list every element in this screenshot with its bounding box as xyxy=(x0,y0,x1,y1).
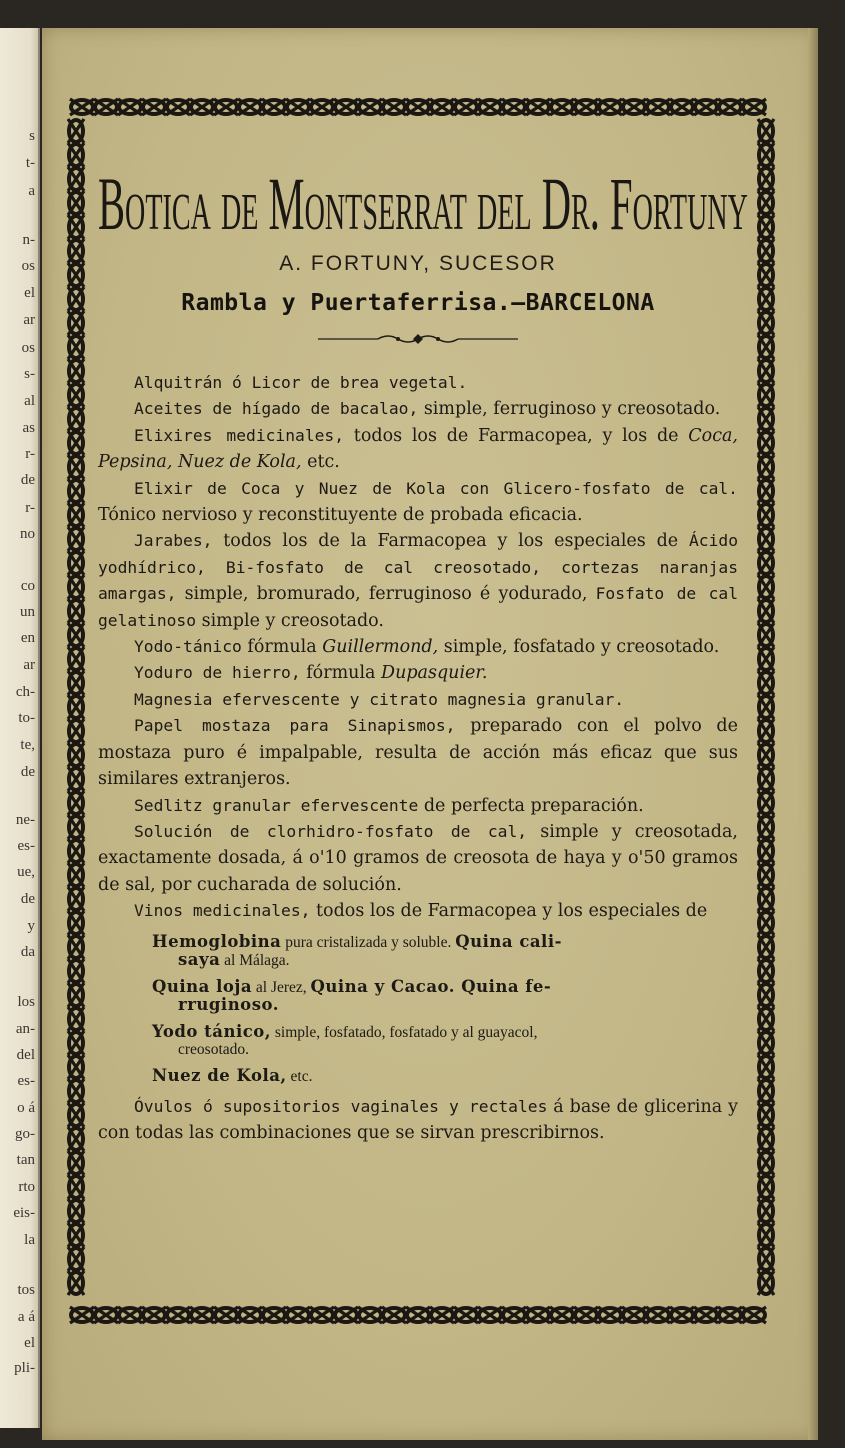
chain-link xyxy=(310,1307,334,1323)
chain-link xyxy=(478,99,502,115)
product-entry xyxy=(98,819,738,898)
wine-continuation xyxy=(152,996,692,1014)
document-page xyxy=(42,28,818,1440)
adjacent-text-fragment: o á xyxy=(17,1100,35,1116)
chain-link xyxy=(646,99,670,115)
product-name: Elixir de Coca y Nuez de Kola con Glicero-fosfato de cal. xyxy=(134,478,738,498)
product-entry xyxy=(98,898,738,924)
wine-continuation xyxy=(152,951,692,969)
wine-item xyxy=(152,1023,692,1058)
chain-link xyxy=(454,99,478,115)
product-name: Elixires medicinales, xyxy=(134,425,345,445)
adjacent-text-fragment: s- xyxy=(24,366,35,382)
adjacent-text-fragment: de xyxy=(20,891,35,907)
chain-link xyxy=(68,1247,84,1271)
chain-link xyxy=(68,1007,84,1031)
chain-link xyxy=(190,1307,214,1323)
chain-link xyxy=(670,1307,694,1323)
adjacent-text-fragment: a á xyxy=(17,1309,35,1325)
chain-link xyxy=(68,695,84,719)
adjacent-text-fragment: ne- xyxy=(15,812,35,828)
chain-link xyxy=(142,99,166,115)
chain-link xyxy=(68,1175,84,1199)
adjacent-text-fragment: to- xyxy=(18,710,35,726)
chain-link xyxy=(68,935,84,959)
chain-link xyxy=(68,1079,84,1103)
chain-link xyxy=(68,215,84,239)
chain-link xyxy=(68,791,84,815)
product-name: Magnesia efervescente y citrato magnesia granular. xyxy=(134,689,625,709)
adjacent-text-fragment: an- xyxy=(15,1021,35,1037)
chain-link xyxy=(742,99,766,115)
chain-link xyxy=(550,99,574,115)
product-formula: Coca, Pepsina, Nuez de Kola, xyxy=(98,425,738,473)
chain-link xyxy=(454,1307,478,1323)
chain-link xyxy=(68,551,84,575)
product-formula: Dupasquier. xyxy=(381,663,488,684)
chain-link xyxy=(142,1307,166,1323)
adjacent-text-fragment: os xyxy=(21,340,35,356)
adjacent-text-fragment: go- xyxy=(15,1126,35,1142)
product-description: de perfecta preparación. xyxy=(418,795,644,816)
chain-link xyxy=(68,623,84,647)
adjacent-text-fragment: r- xyxy=(25,446,35,462)
adjacent-text-fragment: n- xyxy=(22,232,35,248)
chain-link xyxy=(68,1031,84,1055)
chain-link xyxy=(238,99,262,115)
chain-link xyxy=(358,1307,382,1323)
chain-link xyxy=(430,99,454,115)
chain-link xyxy=(718,99,742,115)
chain-link xyxy=(68,911,84,935)
chain-link xyxy=(68,767,84,791)
product-entry xyxy=(98,660,738,686)
wine-description: pura cristalizada y soluble. xyxy=(281,933,456,951)
product-description: Tónico nervioso y reconstituyente de probada eficacia. xyxy=(98,505,583,526)
chain-link xyxy=(68,119,84,143)
product-name: Vinos medicinales, xyxy=(134,901,311,921)
chain-link xyxy=(68,191,84,215)
chain-link xyxy=(478,1307,502,1323)
chain-link xyxy=(166,99,190,115)
adjacent-text-fragment: del xyxy=(16,1047,35,1063)
wine-description: al Málaga. xyxy=(220,951,290,969)
product-name: Jarabes, xyxy=(134,531,213,551)
product-description: preparado con el polvo de mostaza puro é impalpable, resulta de acción más eficaz que sus similares extranjeros. xyxy=(98,716,738,790)
adjacent-text-fragment: de xyxy=(20,764,35,780)
product-name: Papel mostaza para Sinapismos, xyxy=(134,716,456,736)
chain-link xyxy=(758,311,774,335)
adjacent-text-fragment: un xyxy=(20,604,35,620)
product-description: fórmula xyxy=(241,637,323,658)
chain-link xyxy=(526,99,550,115)
chain-link xyxy=(758,527,774,551)
chain-link xyxy=(670,99,694,115)
chain-link xyxy=(758,503,774,527)
ornamental-rule xyxy=(318,330,518,348)
chain-link xyxy=(758,215,774,239)
chain-link xyxy=(758,1271,774,1295)
chain-link xyxy=(758,119,774,143)
chain-link xyxy=(758,719,774,743)
chain-link xyxy=(68,455,84,479)
adjacent-text-fragment: el xyxy=(24,285,35,301)
product-list xyxy=(98,370,738,1146)
successor-line: A. FORTUNY, SUCESOR xyxy=(279,252,557,275)
chain-link xyxy=(68,719,84,743)
pharmacy-title: Botica de Montserrat del Dr. Fortuny xyxy=(98,163,748,247)
chain-link xyxy=(68,575,84,599)
chain-link xyxy=(758,767,774,791)
adjacent-text-fragment: tan xyxy=(16,1152,35,1168)
adjacent-text-fragment: da xyxy=(20,944,35,960)
product-description: simple, bromurado, ferruginoso é yodurado, xyxy=(176,584,596,605)
adjacent-text-fragment: ar xyxy=(23,312,35,328)
adjacent-page-edge xyxy=(0,28,40,1428)
chain-link xyxy=(718,1307,742,1323)
chain-link xyxy=(68,1199,84,1223)
chain-link xyxy=(68,815,84,839)
product-entry xyxy=(98,793,738,819)
chain-link xyxy=(598,1307,622,1323)
wine-name: Nuez de Kola, xyxy=(152,1065,287,1085)
chain-link xyxy=(646,1307,670,1323)
chain-link xyxy=(758,335,774,359)
chain-link xyxy=(118,99,142,115)
product-entry xyxy=(98,476,738,529)
wine-name: Quina loja xyxy=(152,976,253,996)
product-description: todos los de Farmacopea, y los de xyxy=(344,425,689,446)
chain-link xyxy=(382,99,406,115)
chain-link xyxy=(758,167,774,191)
chain-link xyxy=(68,671,84,695)
chain-link xyxy=(430,1307,454,1323)
chain-link xyxy=(758,383,774,407)
wine-description: etc. xyxy=(286,1067,313,1085)
chain-link xyxy=(68,983,84,1007)
chain-link xyxy=(758,959,774,983)
chain-link xyxy=(238,1307,262,1323)
chain-link xyxy=(68,1055,84,1079)
adjacent-text-fragment: los xyxy=(17,994,35,1010)
adjacent-text-fragment: os xyxy=(21,258,35,274)
wine-continuation xyxy=(152,1041,692,1058)
chain-link xyxy=(334,99,358,115)
chain-link xyxy=(70,99,94,115)
adjacent-text-fragment: r- xyxy=(25,500,35,516)
chain-link xyxy=(758,1007,774,1031)
product-name: Yoduro de hierro, xyxy=(134,663,301,683)
adjacent-text-fragment: eis- xyxy=(13,1205,35,1221)
wine-description: simple, fosfatado, fosfatado y al guayacol, xyxy=(271,1023,538,1041)
chain-link xyxy=(382,1307,406,1323)
chain-link xyxy=(68,287,84,311)
chain-link xyxy=(758,407,774,431)
chain-link xyxy=(758,359,774,383)
product-description: todos los de Farmacopea y los especiales de xyxy=(310,901,708,922)
chain-link xyxy=(68,383,84,407)
chain-link xyxy=(758,575,774,599)
chain-link xyxy=(68,431,84,455)
product-entry xyxy=(98,687,738,713)
product-entry xyxy=(98,370,738,396)
product-description: simple, ferruginoso y creosotado. xyxy=(418,399,721,420)
chain-link xyxy=(68,959,84,983)
chain-link xyxy=(68,1271,84,1295)
adjacent-text-fragment: y xyxy=(27,918,35,934)
chain-link xyxy=(758,455,774,479)
adjacent-text-fragment: ue, xyxy=(17,864,35,880)
chain-link xyxy=(758,1247,774,1271)
chain-link xyxy=(758,431,774,455)
product-name: Aceites de hígado de bacalao, xyxy=(134,399,419,419)
chain-link xyxy=(68,143,84,167)
chain-link xyxy=(68,1127,84,1151)
chain-link xyxy=(758,1103,774,1127)
chain-link xyxy=(68,1151,84,1175)
wine-name: Yodo tánico, xyxy=(152,1021,272,1041)
chain-link xyxy=(68,647,84,671)
chain-link xyxy=(574,1307,598,1323)
chain-link xyxy=(758,935,774,959)
chain-link xyxy=(68,743,84,767)
chain-link xyxy=(598,99,622,115)
chain-link xyxy=(694,99,718,115)
chain-link xyxy=(214,1307,238,1323)
chain-link xyxy=(758,263,774,287)
chain-link xyxy=(502,1307,526,1323)
chain-link xyxy=(68,503,84,527)
product-entry xyxy=(98,634,738,660)
product-name: Yodo-tánico xyxy=(134,637,242,657)
chain-link xyxy=(758,1175,774,1199)
adjacent-text-fragment: as xyxy=(22,420,35,436)
chain-link xyxy=(68,239,84,263)
product-description: todos los de la Farmacopea y los especiales de xyxy=(212,531,689,552)
chain-link xyxy=(334,1307,358,1323)
chain-link xyxy=(68,263,84,287)
chain-link xyxy=(262,1307,286,1323)
product-name: Alquitrán ó Licor de brea vegetal. xyxy=(134,373,468,392)
adjacent-text-fragment: ar xyxy=(23,657,35,673)
product-description: á base de glicerina y con todas las combinaciones que se sirvan prescribirnos. xyxy=(98,1096,738,1143)
product-description: fórmula xyxy=(300,663,382,684)
wine-description: al Jerez, xyxy=(252,978,311,996)
advertisement-body xyxy=(98,163,748,1146)
chain-link xyxy=(68,527,84,551)
adjacent-text-fragment: el xyxy=(24,1335,35,1351)
chain-link xyxy=(758,863,774,887)
chain-link xyxy=(694,1307,718,1323)
adjacent-text-fragment: es- xyxy=(17,838,35,854)
chain-link xyxy=(68,479,84,503)
chain-link xyxy=(68,599,84,623)
product-name: Óvulos ó supositorios vaginales y rectales xyxy=(134,1096,548,1116)
chain-link xyxy=(68,311,84,335)
chain-link xyxy=(68,359,84,383)
address-line: Rambla y Puertaferrisa.—BARCELONA xyxy=(181,290,655,316)
adjacent-text-fragment: tos xyxy=(17,1282,35,1298)
chain-link xyxy=(622,1307,646,1323)
product-entry xyxy=(98,528,738,634)
adjacent-text-fragment: al xyxy=(24,393,35,409)
adjacent-text-fragment: co xyxy=(20,578,35,594)
chain-link xyxy=(310,99,334,115)
chain-link xyxy=(758,1151,774,1175)
wine-name: saya xyxy=(178,949,221,969)
product-entry xyxy=(98,1094,738,1147)
chain-link xyxy=(758,1031,774,1055)
adjacent-text-fragment: a xyxy=(28,183,35,199)
chain-link xyxy=(758,287,774,311)
adjacent-text-fragment: no xyxy=(20,526,35,542)
chain-link xyxy=(758,647,774,671)
product-entry xyxy=(98,713,738,792)
chain-link xyxy=(406,99,430,115)
chain-link xyxy=(68,1223,84,1247)
product-formula: Guillermond, xyxy=(322,637,439,658)
product-entry xyxy=(98,396,738,422)
medicinal-wines-list xyxy=(152,933,692,1085)
chain-link xyxy=(166,1307,190,1323)
adjacent-text-fragment: pli- xyxy=(14,1360,35,1376)
adjacent-text-fragment: ch- xyxy=(15,684,35,700)
chain-link xyxy=(758,695,774,719)
adjacent-text-fragment: s xyxy=(29,128,35,144)
chain-link xyxy=(758,887,774,911)
chain-link xyxy=(622,99,646,115)
wine-item xyxy=(152,933,692,969)
chain-link xyxy=(758,239,774,263)
wine-item xyxy=(152,1067,692,1085)
chain-link xyxy=(118,1307,142,1323)
adjacent-text-fragment: t- xyxy=(25,155,35,171)
adjacent-text-fragment: rto xyxy=(18,1179,35,1195)
chain-link xyxy=(286,99,310,115)
chain-link xyxy=(758,623,774,647)
wine-description: creosotado. xyxy=(178,1040,250,1058)
chain-link xyxy=(758,1223,774,1247)
chain-link xyxy=(758,143,774,167)
wine-name: Quina cali- xyxy=(455,931,562,951)
chain-link xyxy=(758,191,774,215)
chain-link xyxy=(68,887,84,911)
chain-link xyxy=(68,335,84,359)
adjacent-text-fragment: la xyxy=(24,1232,35,1248)
chain-link xyxy=(526,1307,550,1323)
chain-link xyxy=(214,99,238,115)
product-name: Solución de clorhidro-fosfato de cal, xyxy=(134,821,528,841)
product-description: etc. xyxy=(301,452,340,473)
product-name: Sedlitz granular efervescente xyxy=(134,795,419,815)
adjacent-text-fragment: te, xyxy=(20,737,35,753)
chain-link xyxy=(358,99,382,115)
wine-name: Quina y Cacao. Quina fe- xyxy=(310,976,552,996)
chain-link xyxy=(758,551,774,575)
chain-link xyxy=(68,407,84,431)
adjacent-text-fragment: es- xyxy=(17,1073,35,1089)
chain-link xyxy=(758,1055,774,1079)
chain-link xyxy=(94,99,118,115)
chain-link xyxy=(502,99,526,115)
wine-name: rruginoso. xyxy=(178,994,279,1014)
chain-link xyxy=(758,671,774,695)
chain-link xyxy=(70,1307,94,1323)
chain-link xyxy=(262,99,286,115)
page-edge-shadow xyxy=(808,28,818,1440)
chain-link xyxy=(550,1307,574,1323)
chain-link xyxy=(574,99,598,115)
wine-name: Hemoglobina xyxy=(152,931,282,951)
chain-link xyxy=(68,863,84,887)
chain-link xyxy=(68,1103,84,1127)
chain-link xyxy=(94,1307,118,1323)
wine-item xyxy=(152,978,692,1014)
chain-link xyxy=(758,1079,774,1103)
chain-link xyxy=(742,1307,766,1323)
chain-link xyxy=(758,791,774,815)
chain-link xyxy=(758,599,774,623)
chain-link xyxy=(68,167,84,191)
chain-link xyxy=(406,1307,430,1323)
chain-link xyxy=(758,911,774,935)
chain-link xyxy=(190,99,214,115)
chain-link xyxy=(758,743,774,767)
product-description: simple, fosfatado y creosotado. xyxy=(438,637,720,658)
chain-link xyxy=(758,983,774,1007)
product-entry xyxy=(98,423,738,476)
chain-link xyxy=(758,1127,774,1151)
adjacent-text-fragment: en xyxy=(20,630,35,646)
product-name: Fosfato de cal gelatinoso xyxy=(98,584,738,630)
product-description: simple y creosotado. xyxy=(196,610,384,631)
chain-link xyxy=(758,815,774,839)
chain-link xyxy=(68,839,84,863)
chain-link xyxy=(286,1307,310,1323)
adjacent-text-fragment: de xyxy=(20,472,35,488)
chain-link xyxy=(758,1199,774,1223)
chain-link xyxy=(758,479,774,503)
product-description: simple y creosotada, exactamente dosada, á o'10 gramos de creosota de haya y o'50 gramos de sal, por cucharada de solución. xyxy=(98,821,738,895)
product-name: Ácido yodhídrico, Bi-fosfato de cal creosotado, cortezas naranjas amargas, xyxy=(98,531,738,604)
chain-link xyxy=(758,839,774,863)
